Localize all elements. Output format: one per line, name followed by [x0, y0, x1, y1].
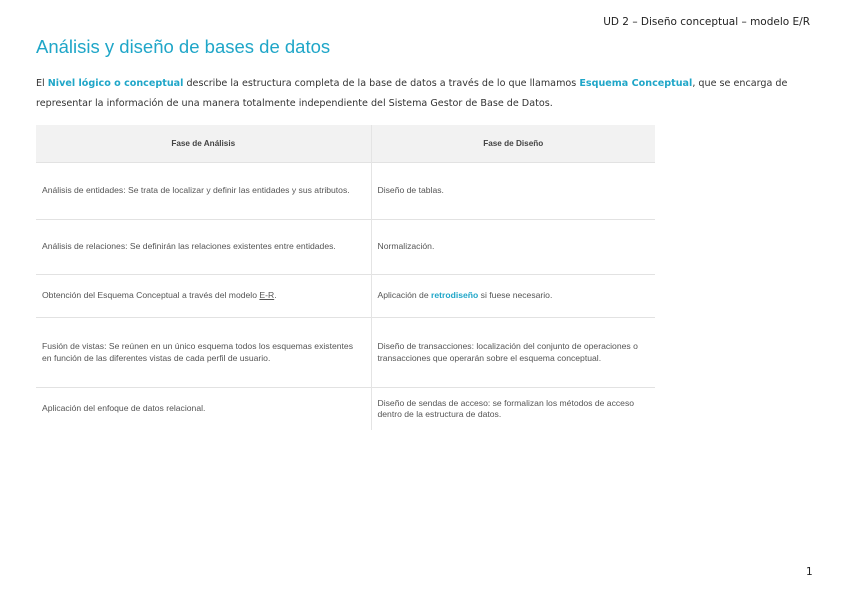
table-header-row: [36, 125, 655, 163]
page-number: 1: [806, 566, 813, 578]
design-cell: Diseño de tablas.: [371, 163, 655, 220]
er-model-link[interactable]: E-R: [259, 290, 275, 301]
intro-text-1: El: [36, 78, 48, 89]
table-row: [36, 275, 655, 318]
retrodiseno-highlight: retrodiseño: [431, 290, 479, 301]
intro-text-3: , que se encarga de representar la información de una manera totalmente independiente del Sistema Gestor de Base de Datos.: [36, 78, 788, 109]
analysis-cell: Fusión de vistas: Se reúnen en un único esquema todos los esquemas existentes en función de las diferentes vistas de cada perfil de usuario.: [36, 318, 371, 388]
analysis-cell: [36, 275, 371, 318]
table-row: [36, 163, 655, 220]
header-design-phase: Fase de Diseño: [371, 125, 655, 163]
analysis-cell: Análisis de entidades: Se trata de localizar y definir las entidades y sus atributos.: [36, 163, 371, 220]
table-row: [36, 318, 655, 388]
analysis-text: Obtención del Esquema Conceptual a través del modelo: [42, 290, 260, 301]
intro-highlight-esquema: Esquema Conceptual: [579, 78, 693, 89]
table-row: [36, 388, 655, 431]
design-cell: [371, 275, 655, 318]
analysis-cell: Análisis de relaciones: Se definirán las relaciones existentes entre entidades.: [36, 220, 371, 275]
design-cell: Diseño de transacciones: localización del conjunto de operaciones o transacciones que operarán sobre el esquema conceptual.: [371, 318, 655, 388]
analysis-text-end: .: [274, 290, 277, 301]
page-title: Análisis y diseño de bases de datos: [36, 36, 331, 57]
design-cell: Diseño de sendas de acceso: se formalizan los métodos de acceso dentro de la estructura de datos.: [371, 388, 655, 431]
analysis-cell: Aplicación del enfoque de datos relacional.: [36, 388, 371, 431]
intro-paragraph: [36, 74, 816, 114]
design-cell: Normalización.: [371, 220, 655, 275]
intro-highlight-nivel: Nivel lógico o conceptual: [47, 78, 184, 89]
design-text-end: si fuese necesario.: [478, 290, 553, 301]
phases-table: [36, 125, 655, 430]
intro-text-2: describe la estructura completa de la base de datos a través de lo que llamamos: [183, 78, 580, 89]
design-text: Aplicación de: [377, 290, 432, 301]
header-analysis-phase: Fase de Análisis: [36, 125, 371, 163]
table-row: [36, 220, 655, 275]
page-header: UD 2 – Diseño conceptual – modelo E/R: [603, 16, 810, 28]
